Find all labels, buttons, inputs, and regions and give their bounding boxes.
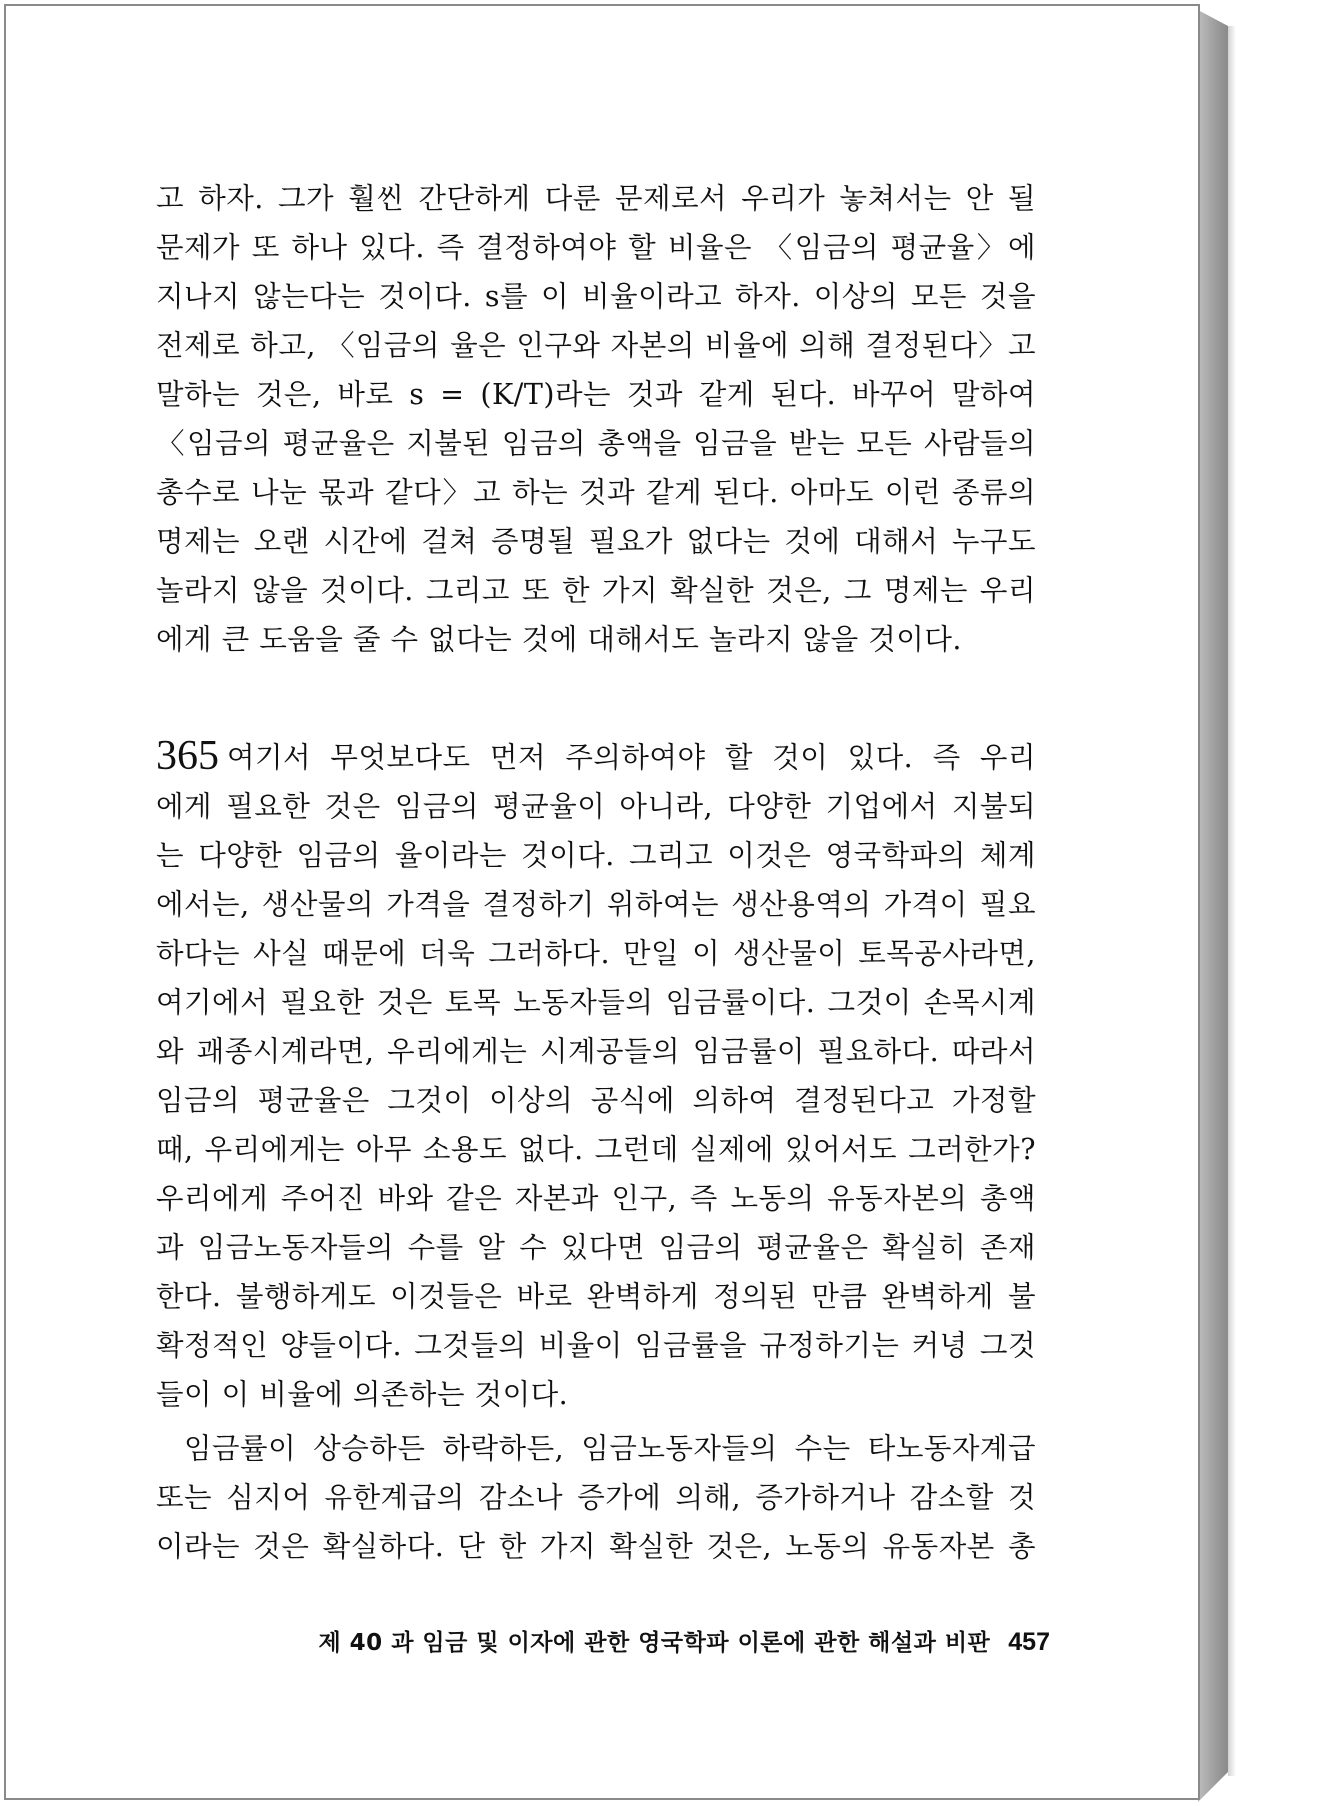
text-line: 여기서 무엇보다도 먼저 주의하여야 할 것이 있다. 즉 우리: [227, 741, 1036, 774]
text-line: 〈임금의 평균율은 지불된 임금의 총액을 임금을 받는 모든 사람들의: [156, 427, 1036, 460]
text-line: 우리에게 주어진 바와 같은 자본과 인구, 즉 노동의 유동자본의 총액: [156, 1182, 1036, 1215]
text-line: 놀라지 않을 것이다. 그리고 또 한 가지 확실한 것은, 그 명제는 우리: [156, 574, 1036, 607]
text-line: 는 다양한 임금의 율이라는 것이다. 그리고 이것은 영국학파의 체계: [156, 839, 1036, 872]
book-page: [4, 4, 1200, 1800]
paragraph-365: [156, 730, 1036, 1419]
chapter-title: 제 40 과 임금 및 이자에 관한 영국학파 이론에 관한 해설과 비판: [318, 1630, 991, 1656]
text-line: 확정적인 양들이다. 그것들의 비율이 임금률을 규정하기는 커녕 그것: [156, 1329, 1036, 1362]
page-number: 457: [1008, 1628, 1050, 1656]
text-line: 들이 이 비율에 의존하는 것이다.: [156, 1378, 569, 1411]
paragraph-following: [156, 1424, 1036, 1571]
page-shadow: [1228, 26, 1236, 1776]
text-line: 과 임금노동자들의 수를 알 수 있다면 임금의 평균율은 확실히 존재: [156, 1231, 1036, 1264]
text-line: 또는 심지어 유한계급의 감소나 증가에 의해, 증가하거나 감소할 것: [156, 1481, 1036, 1514]
text-line: 에서는, 생산물의 가격을 결정하기 위하여는 생산용역의 가격이 필요: [156, 888, 1036, 921]
text-line: 말하는 것은, 바로 s = (K/T)라는 것과 같게 된다. 바꾸어 말하여: [156, 378, 1036, 411]
text-line: 때, 우리에게는 아무 소용도 없다. 그런데 실제에 있어서도 그러한가?: [156, 1133, 1036, 1166]
text-line: 하다는 사실 때문에 더욱 그러하다. 만일 이 생산물이 토목공사라면,: [156, 937, 1036, 970]
text-line: 문제가 또 하나 있다. 즉 결정하여야 할 비율은 〈임금의 평균율〉에: [156, 231, 1036, 264]
text-line: 이라는 것은 확실하다. 단 한 가지 확실한 것은, 노동의 유동자본 총: [156, 1530, 1036, 1563]
paragraph-number: 365: [156, 733, 219, 779]
text-line: 총수로 나눈 몫과 같다〉고 하는 것과 같게 된다. 아마도 이런 종류의: [156, 476, 1036, 509]
text-line: 와 괘종시계라면, 우리에게는 시계공들의 임금률이 필요하다. 따라서: [156, 1035, 1036, 1068]
text-line: 명제는 오랜 시간에 걸쳐 증명될 필요가 없다는 것에 대해서 누구도: [156, 525, 1036, 558]
running-footer: [156, 1624, 1050, 1664]
paragraph-continued: [156, 174, 1036, 664]
text-line: 임금의 평균율은 그것이 이상의 공식에 의하여 결정된다고 가정할: [156, 1084, 1036, 1117]
text-line: 에게 큰 도움을 줄 수 없다는 것에 대해서도 놀라지 않을 것이다.: [156, 623, 962, 656]
text-line: 지나지 않는다는 것이다. s를 이 비율이라고 하자. 이상의 모든 것을: [156, 280, 1036, 313]
text-line: 고 하자. 그가 훨씬 간단하게 다룬 문제로서 우리가 놓쳐서는 안 될: [156, 182, 1036, 215]
page-stack-edge: [1198, 10, 1228, 1802]
text-line: 여기에서 필요한 것은 토목 노동자들의 임금률이다. 그것이 손목시계: [156, 986, 1036, 1019]
text-line: 임금률이 상승하든 하락하든, 임금노동자들의 수는 타노동자계급: [184, 1432, 1036, 1465]
text-line: 에게 필요한 것은 임금의 평균율이 아니라, 다양한 기업에서 지불되: [156, 790, 1036, 823]
text-line: 전제로 하고, 〈임금의 율은 인구와 자본의 비율에 의해 결정된다〉고: [156, 329, 1036, 362]
paragraph-first-line: [156, 730, 1036, 782]
text-line: 한다. 불행하게도 이것들은 바로 완벽하게 정의된 만큼 완벽하게 불: [156, 1280, 1036, 1313]
